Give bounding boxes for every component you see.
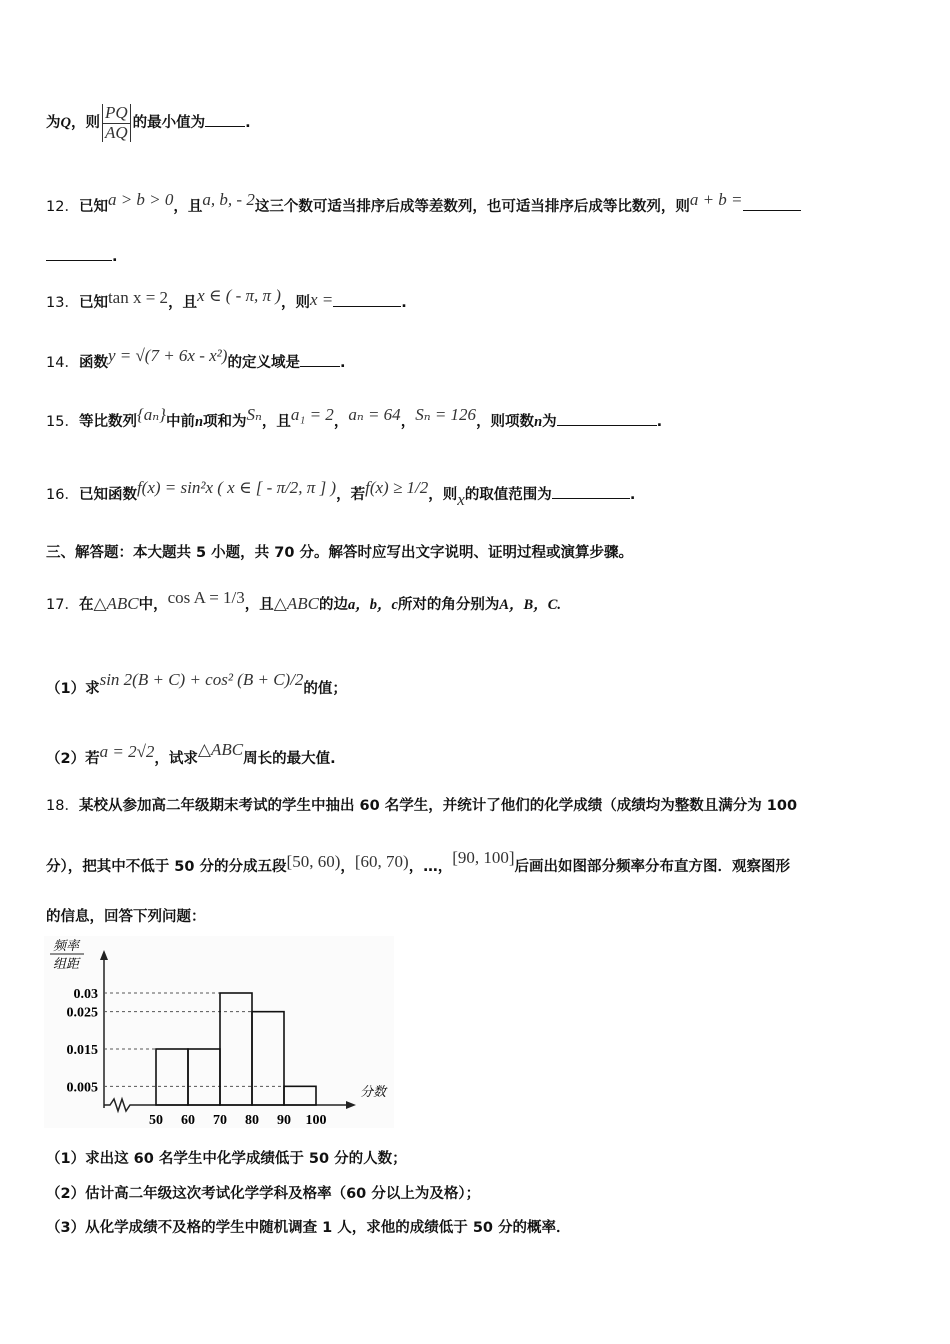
chart-background <box>44 936 394 1128</box>
x-tick-label: 100 <box>305 1113 327 1128</box>
answer-blank[interactable] <box>333 292 401 307</box>
answer-blank[interactable] <box>743 196 801 211</box>
question-12-cont: . <box>46 246 118 267</box>
answer-blank[interactable] <box>205 112 245 127</box>
y-label-bottom: 组距 <box>52 956 80 971</box>
question-18-line-3: 的信息，回答下列问题： <box>46 909 206 925</box>
question-18-sub-2: （2）估计高二年级这次考试化学学科及格率（60 分以上为及格）； <box>46 1186 481 1202</box>
x-tick-label: 50 <box>149 1113 163 1128</box>
question-17: 17．在△ABC中，cos A = 1/3，且△ABC的边a，b，c所对的角分别为A，B，C. <box>46 588 562 613</box>
q11-tail: 为Q，则 $\frac{PQ}{AQ}$ 的最小值为 . <box>46 103 251 142</box>
x-tick-label: 60 <box>181 1113 195 1128</box>
y-tick-label: 0.015 <box>66 1043 98 1058</box>
y-tick-label: 0.03 <box>73 987 98 1002</box>
y-tick-label: 0.025 <box>66 1005 98 1021</box>
y-label-top: 频率 <box>52 938 80 953</box>
answer-blank[interactable] <box>300 352 340 367</box>
answer-blank[interactable] <box>557 411 657 426</box>
x-tick-label: 70 <box>213 1113 227 1128</box>
question-18-line-2: 分），把其中不低于 50 分的分成五段[50, 60)，[60, 70)，…，[90, 100]后画出如图部分频率分布直方图．观察图形 <box>46 848 791 875</box>
x-tick-label: 90 <box>277 1113 291 1128</box>
question-17-part-1: （1）求sin 2(B + C) + cos² (B + C)/2的值； <box>46 670 347 697</box>
answer-blank[interactable] <box>552 484 630 499</box>
question-16: 16．已知函数f(x) = sin²x ( x ∈ [ - π/2, π ] )，若f(x) ≥ 1/2，则x的取值范围为 . <box>46 478 636 509</box>
answer-blank[interactable] <box>46 246 112 261</box>
x-tick-label: 80 <box>245 1113 259 1128</box>
question-12: 12．已知a > b > 0，且a, b, - 2这三个数可适当排序后成等差数列，也可适当排序后成等比数列，则a + b = <box>46 196 801 217</box>
x-axis-label: 分数 <box>360 1084 387 1099</box>
y-tick-label: 0.005 <box>66 1080 98 1096</box>
pq-aq-fraction: $\frac{PQ}{AQ}$ <box>102 104 131 142</box>
question-18-sub-3: （3）从化学成绩不及格的学生中随机调查 1 人，求他的成绩低于 50 分的概率． <box>46 1220 571 1236</box>
section-3-heading: 三、解答题：本大题共 5 小题，共 70 分。解答时应写出文字说明、证明过程或演算步骤。 <box>46 545 633 561</box>
question-14: 14．函数y = √(7 + 6x - x²)的定义域是 . <box>46 346 346 371</box>
question-15: 15．等比数列{aₙ}中前n项和为Sₙ，且a₁ = 2，aₙ = 64，Sₙ = 126，则项数n为 . <box>46 405 663 430</box>
question-17-part-2: （2）若a = 2√2，试求△ABC周长的最大值. <box>46 740 336 767</box>
frequency-histogram <box>44 936 394 1128</box>
question-13: 13．已知tan x = 2，且x ∈ ( - π, π )，则x = . <box>46 286 407 311</box>
question-18-sub-1: （1）求出这 60 名学生中化学成绩低于 50 分的人数； <box>46 1151 407 1167</box>
question-18: 18．某校从参加高二年级期末考试的学生中抽出 60 名学生，并统计了他们的化学成绩（成绩均为整数且满分为 100 <box>46 798 798 814</box>
